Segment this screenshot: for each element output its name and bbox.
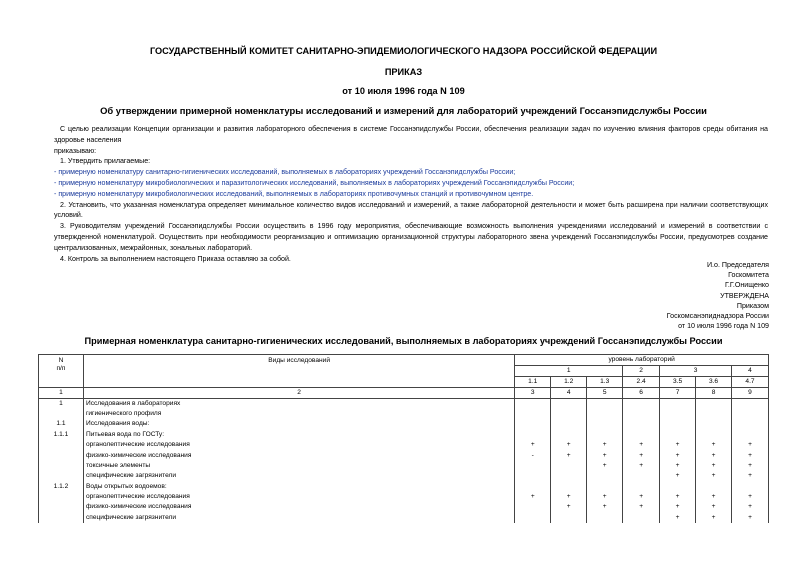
level-mark xyxy=(515,419,551,429)
research-type: токсичные элементы xyxy=(83,461,514,471)
signature-line: Г.Г.Онищенко xyxy=(724,281,769,290)
column-number: 3 xyxy=(515,388,551,399)
level-mark: + xyxy=(587,461,623,471)
level-mark xyxy=(623,419,660,429)
level-mark: + xyxy=(660,471,696,481)
table-row xyxy=(39,471,769,481)
level-header: 4 xyxy=(732,366,769,377)
table-row xyxy=(39,513,769,523)
level-header: 3 xyxy=(660,366,732,377)
level-mark xyxy=(551,513,587,523)
level-mark xyxy=(551,419,587,429)
row-number xyxy=(39,409,84,419)
sublevel-header: 3.5 xyxy=(660,377,696,388)
level-mark: + xyxy=(623,461,660,471)
order-date: от 10 июля 1996 года N 109 xyxy=(342,86,465,96)
level-mark xyxy=(732,430,769,440)
link-antiplague-nomenclature[interactable]: - примерную номенклатуру микробиологических исследований, выполняемых в лабораториях противочумных станций и противочумном центре. xyxy=(54,189,534,198)
intro-paragraph: С целью реализации Концепции организации и развития лабораторного обеспечения в системе Госсанэпидслужбы России, обеспечения реализации задач по изучению влияния факторов среды обитания на здоровье населения xyxy=(54,125,768,144)
level-mark xyxy=(660,409,696,419)
decree-line: приказываю: xyxy=(54,146,97,155)
column-number: 9 xyxy=(732,388,769,399)
sublevel-header: 1.2 xyxy=(551,377,587,388)
nomenclature-table xyxy=(38,354,769,523)
sublevel-header: 1.3 xyxy=(587,377,623,388)
research-type: Исследования в лабораториях xyxy=(83,399,514,409)
research-type: Исследования воды: xyxy=(83,419,514,429)
column-number: 2 xyxy=(83,388,514,399)
row-number xyxy=(39,492,84,502)
level-mark: + xyxy=(732,440,769,450)
level-mark: + xyxy=(696,461,732,471)
level-mark xyxy=(623,409,660,419)
level-mark xyxy=(696,409,732,419)
table-row xyxy=(39,399,769,409)
column-number: 1 xyxy=(39,388,84,399)
level-mark xyxy=(732,399,769,409)
level-mark: + xyxy=(732,502,769,512)
table-row xyxy=(39,409,769,419)
level-mark xyxy=(587,409,623,419)
level-mark: + xyxy=(551,492,587,502)
column-number-row xyxy=(39,388,769,399)
row-number: 1.1.2 xyxy=(39,482,84,492)
research-type: Воды открытых водоемов: xyxy=(83,482,514,492)
level-mark xyxy=(551,399,587,409)
col-header-types: Виды исследований xyxy=(83,355,514,388)
research-type: органолептические исследования xyxy=(83,440,514,450)
level-mark xyxy=(732,409,769,419)
level-mark xyxy=(515,502,551,512)
column-number: 5 xyxy=(587,388,623,399)
level-mark xyxy=(515,482,551,492)
level-mark: + xyxy=(660,502,696,512)
level-mark xyxy=(623,482,660,492)
nomenclature-title: Примерная номенклатура санитарно-гигиенических исследований, выполняемых в лабораториях учреждений Госсанэпидслужбы России xyxy=(84,336,723,346)
item-4: 4. Контроль за выполнением настоящего Приказа оставляю за собой. xyxy=(60,254,291,263)
level-mark xyxy=(696,399,732,409)
level-mark xyxy=(515,399,551,409)
col-header-n: N п/п xyxy=(39,355,84,388)
item-2: 2. Установить, что указанная номенклатура определяет минимальное количество видов исследований и измерений, а также лабораторной деятельности и может быть расширена при наличии соответствующих условий. xyxy=(54,200,768,220)
sublevel-header: 2.4 xyxy=(623,377,660,388)
level-mark: + xyxy=(551,440,587,450)
research-type: органолептические исследования xyxy=(83,492,514,502)
research-type: гигиенического профиля xyxy=(83,409,514,419)
level-mark: + xyxy=(551,450,587,460)
research-type: специфические загрязнители xyxy=(83,471,514,481)
row-number xyxy=(39,471,84,481)
link-sanitary-nomenclature[interactable]: - примерную номенклатуру санитарно-гигиенических исследований, выполняемых в лабораториях учреждений Госсанэпидслужбы России; xyxy=(54,168,516,177)
level-mark: + xyxy=(660,461,696,471)
signature-block xyxy=(569,260,769,331)
level-header: 2 xyxy=(623,366,660,377)
level-mark: + xyxy=(660,450,696,460)
order-body xyxy=(54,124,768,264)
level-mark xyxy=(551,461,587,471)
link-microbiology-nomenclature[interactable]: - примерную номенклатуру микробиологических и паразитологических исследований, выполняемых в лабораториях учреждений Госсанэпидслужбы России; xyxy=(54,178,575,187)
agency-heading: ГОСУДАРСТВЕННЫЙ КОМИТЕТ САНИТАРНО-ЭПИДЕМИОЛОГИЧЕСКОГО НАДЗОРА РОССИЙСКОЙ ФЕДЕРАЦИИ xyxy=(149,46,658,56)
research-type: специфические загрязнители xyxy=(83,513,514,523)
level-mark: + xyxy=(732,492,769,502)
column-number: 4 xyxy=(551,388,587,399)
level-mark: + xyxy=(660,440,696,450)
sublevel-header: 4.7 xyxy=(732,377,769,388)
level-mark: + xyxy=(696,450,732,460)
level-mark: + xyxy=(551,502,587,512)
row-number xyxy=(39,440,84,450)
level-mark xyxy=(587,419,623,429)
level-mark xyxy=(660,482,696,492)
level-mark: + xyxy=(732,471,769,481)
level-mark xyxy=(551,409,587,419)
table-row xyxy=(39,482,769,492)
row-number xyxy=(39,513,84,523)
level-mark: + xyxy=(623,450,660,460)
level-mark xyxy=(587,471,623,481)
level-mark: + xyxy=(623,492,660,502)
row-number xyxy=(39,502,84,512)
research-type: Питьевая вода по ГОСТу: xyxy=(83,430,514,440)
level-mark: + xyxy=(696,440,732,450)
column-number: 6 xyxy=(623,388,660,399)
table-row xyxy=(39,430,769,440)
level-mark: + xyxy=(696,513,732,523)
level-mark: + xyxy=(660,513,696,523)
level-header: 1 xyxy=(515,366,623,377)
sublevel-header: 1.1 xyxy=(515,377,551,388)
signature-line: Госкомитета xyxy=(728,271,769,280)
level-mark xyxy=(660,399,696,409)
level-mark: + xyxy=(515,492,551,502)
level-mark xyxy=(515,461,551,471)
order-title: Об утверждении примерной номенклатуры исследований и измерений для лабораторий учреждений Госсанэпидслужбы России xyxy=(100,105,707,116)
level-mark: + xyxy=(587,502,623,512)
level-mark xyxy=(732,482,769,492)
table-row xyxy=(39,461,769,471)
level-mark: + xyxy=(696,502,732,512)
table-row xyxy=(39,492,769,502)
table-row xyxy=(39,419,769,429)
level-mark xyxy=(732,419,769,429)
research-type: физико-химические исследования xyxy=(83,502,514,512)
level-mark xyxy=(587,513,623,523)
level-mark xyxy=(623,471,660,481)
level-mark xyxy=(515,513,551,523)
level-mark xyxy=(696,482,732,492)
signature-line: Приказом xyxy=(736,301,769,310)
signature-line: Госкомсанэпиднадзора России xyxy=(666,312,769,321)
item-1: 1. Утвердить прилагаемые: xyxy=(60,157,151,166)
level-mark xyxy=(623,513,660,523)
item-3: 3. Руководителям учреждений Госсанэпидслужбы России осуществить в 1996 году мероприятия, обеспечивающие возможность выполнения учреждениями исследований и измерений в соответствии с утвержденной номенклатурой. Осуществить при необходимости реорганизацию и оптимизацию организационной структуры лабораторного звена учреждений Госсанэпидслужбы России, предусмотрев создание централизованных, межрайонных, зональных лабораторий. xyxy=(54,222,768,252)
row-number: 1 xyxy=(39,399,84,409)
level-mark xyxy=(696,430,732,440)
level-mark: + xyxy=(732,461,769,471)
level-mark: + xyxy=(623,440,660,450)
level-mark: + xyxy=(660,492,696,502)
signature-line: от 10 июля 1996 года N 109 xyxy=(678,322,769,331)
table-row xyxy=(39,502,769,512)
row-number xyxy=(39,461,84,471)
level-mark: + xyxy=(623,502,660,512)
sublevel-header: 3.6 xyxy=(696,377,732,388)
level-mark xyxy=(587,399,623,409)
level-mark: + xyxy=(696,492,732,502)
level-mark: + xyxy=(587,492,623,502)
row-number: 1.1 xyxy=(39,419,84,429)
level-mark: + xyxy=(587,450,623,460)
level-mark: + xyxy=(696,471,732,481)
level-mark xyxy=(515,409,551,419)
table-row xyxy=(39,440,769,450)
table-row xyxy=(39,450,769,460)
level-mark xyxy=(515,430,551,440)
row-number: 1.1.1 xyxy=(39,430,84,440)
signature-line: И.о. Председателя xyxy=(706,261,769,269)
level-mark xyxy=(623,430,660,440)
level-mark xyxy=(587,482,623,492)
level-mark xyxy=(551,471,587,481)
level-mark xyxy=(551,482,587,492)
research-type: физико-химические исследования xyxy=(83,450,514,460)
order-heading: ПРИКАЗ xyxy=(384,67,423,77)
level-mark: + xyxy=(515,440,551,450)
level-mark xyxy=(660,419,696,429)
signature-line: УТВЕРЖДЕНА xyxy=(720,291,769,300)
level-mark: + xyxy=(732,450,769,460)
row-number xyxy=(39,450,84,460)
level-mark xyxy=(660,430,696,440)
level-mark xyxy=(515,471,551,481)
level-mark xyxy=(587,430,623,440)
level-mark: + xyxy=(732,513,769,523)
col-header-level: уровень лабораторий xyxy=(515,355,769,366)
column-number: 7 xyxy=(660,388,696,399)
level-mark: - xyxy=(515,450,551,460)
level-mark: + xyxy=(587,440,623,450)
column-number: 8 xyxy=(696,388,732,399)
level-mark xyxy=(551,430,587,440)
level-mark xyxy=(623,399,660,409)
level-mark xyxy=(696,419,732,429)
